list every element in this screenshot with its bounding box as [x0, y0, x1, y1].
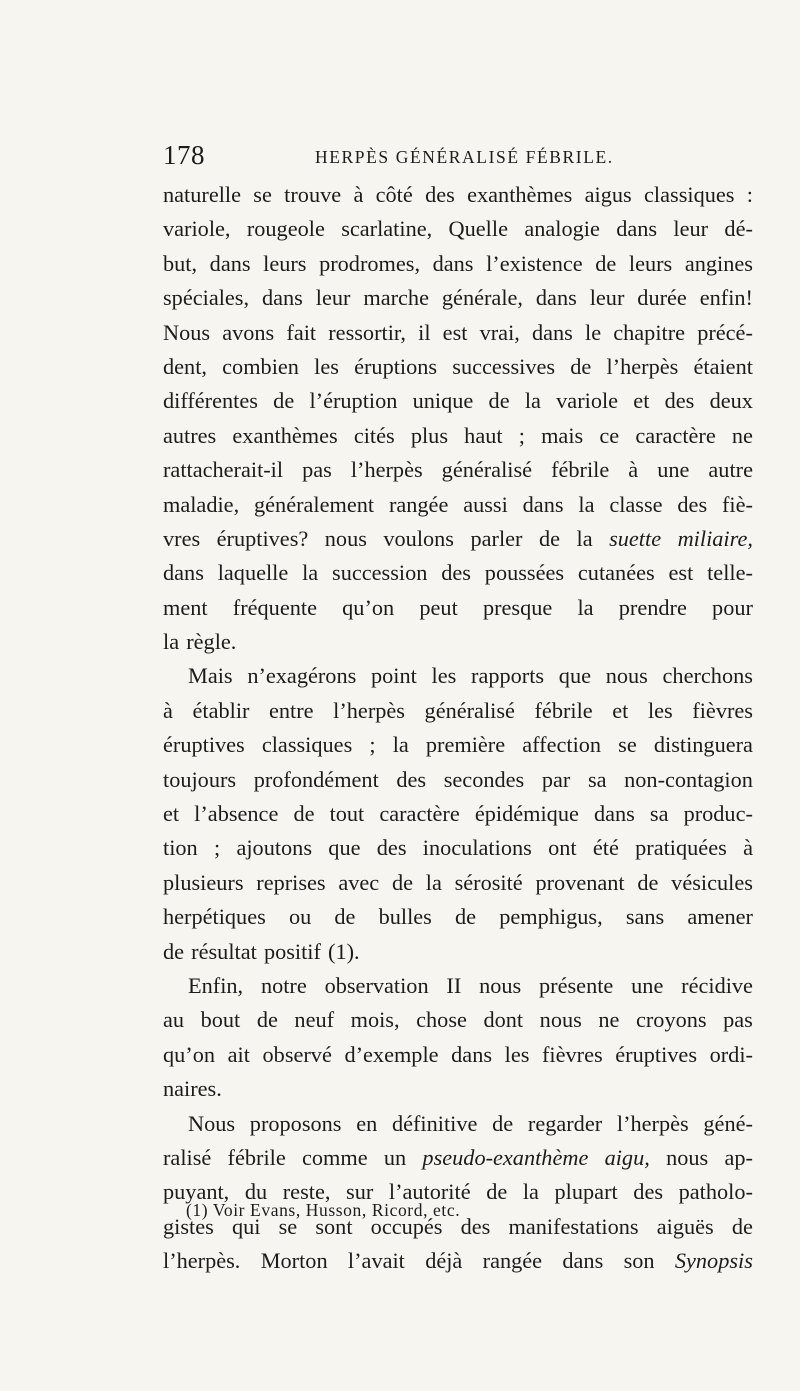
body-text: [163, 178, 753, 1279]
word: sa: [587, 766, 607, 792]
word: Quelle: [448, 216, 508, 242]
word: généralisé: [424, 697, 515, 723]
word: ajoutons: [236, 835, 313, 861]
word: de: [163, 938, 185, 964]
text-line: [163, 831, 753, 865]
word: angines: [684, 250, 753, 276]
text-line: [163, 1003, 753, 1037]
word: Mais: [188, 663, 233, 689]
word: dans: [451, 1041, 493, 1067]
word: analogie: [524, 216, 600, 242]
word: et: [612, 697, 629, 723]
italic-word: Synopsis: [674, 1248, 753, 1274]
word: sur: [346, 1179, 374, 1205]
word: aussi: [463, 491, 508, 517]
word: ou: [288, 904, 312, 930]
text-line: [163, 1072, 753, 1106]
text-line: [163, 419, 753, 453]
word: nous: [605, 663, 648, 689]
word: pemphigus,: [499, 904, 603, 930]
word: chose: [416, 1007, 467, 1033]
word: cutanées: [577, 560, 655, 586]
word: éruptives: [615, 1041, 697, 1067]
word: naires.: [163, 1076, 222, 1102]
word: la: [392, 732, 409, 758]
word: nous: [479, 972, 522, 998]
word: définitive: [391, 1110, 478, 1136]
word: dans: [522, 491, 564, 517]
word: ne: [731, 422, 753, 448]
italic-word: suette: [609, 525, 662, 551]
word: voulons: [383, 525, 454, 551]
word: fébrile: [551, 457, 610, 483]
word: presque: [482, 594, 553, 620]
word: de: [637, 869, 659, 895]
word: les: [314, 353, 339, 379]
word: vres: [163, 525, 201, 551]
word: la: [425, 869, 442, 895]
word: avec: [338, 869, 380, 895]
word: les: [504, 1041, 530, 1067]
word: leur: [315, 285, 351, 311]
word: parler: [470, 525, 523, 551]
word: des: [376, 835, 407, 861]
word: l’herpès.: [163, 1248, 241, 1274]
word: vrai,: [479, 319, 520, 345]
word: établir: [192, 697, 250, 723]
word: classiques: [261, 732, 353, 758]
word: une: [631, 972, 664, 998]
word: maladie,: [163, 491, 240, 517]
text-line: [163, 694, 753, 728]
word: et: [633, 388, 650, 414]
word: fébrile: [227, 1144, 286, 1170]
word: épidémique: [474, 801, 579, 827]
word: rougeole: [246, 216, 325, 242]
word: l’éruption: [309, 388, 398, 414]
word: ordi-: [709, 1041, 753, 1067]
word: dans: [163, 560, 204, 586]
word: qu’on: [163, 1041, 216, 1067]
text-line: [163, 1038, 753, 1072]
word: se: [278, 1213, 298, 1239]
word: de: [455, 904, 477, 930]
text-line: [163, 900, 753, 934]
word: point: [370, 663, 417, 689]
text-line: [163, 247, 753, 281]
word: plus: [410, 422, 449, 448]
word: première: [425, 732, 506, 758]
word: de: [256, 1007, 278, 1033]
word: croyons: [635, 1007, 707, 1033]
word: que: [328, 835, 361, 861]
word: dont: [483, 1007, 524, 1033]
word: n’exagérons: [247, 663, 357, 689]
word: le: [585, 319, 602, 345]
word: la: [576, 525, 593, 551]
word: des: [664, 388, 695, 414]
word: les: [647, 697, 673, 723]
word: caractère: [379, 801, 460, 827]
word: par: [541, 766, 571, 792]
word: variole: [556, 388, 619, 414]
word: ;: [213, 835, 221, 861]
word: des: [425, 182, 455, 207]
text-line: [163, 1107, 753, 1141]
word: peut: [419, 594, 458, 620]
word: récidive: [681, 972, 753, 998]
text-line: [163, 797, 753, 831]
word: Nous: [163, 319, 211, 345]
word: des: [441, 560, 471, 586]
page-number: 178: [163, 140, 205, 170]
word: sa: [649, 801, 669, 827]
word: observation: [324, 972, 429, 998]
word: l’absence: [194, 801, 279, 827]
word: observé: [262, 1041, 332, 1067]
word: Nous: [188, 1110, 236, 1136]
word: leur: [673, 216, 709, 242]
word: l’herpès: [606, 353, 679, 379]
word: autre: [708, 457, 753, 483]
word: la: [577, 594, 594, 620]
word: au: [163, 1007, 185, 1033]
page-header: [163, 140, 753, 174]
word: ont: [548, 835, 577, 861]
word: nous: [539, 1007, 582, 1033]
word: ap-: [724, 1144, 753, 1170]
word: herpétiques: [163, 904, 266, 930]
word: dans: [535, 285, 577, 311]
word: à: [163, 697, 173, 723]
text-line: [163, 212, 753, 246]
word: de: [595, 250, 617, 276]
word: mais: [541, 422, 584, 448]
word: enfin!: [699, 285, 753, 311]
word: pas: [302, 457, 332, 483]
word: prendre: [618, 594, 687, 620]
text-line: [163, 453, 753, 487]
word: à: [628, 457, 639, 483]
word: gistes: [163, 1213, 214, 1239]
word: pas: [723, 1007, 753, 1033]
word: ralisé: [163, 1144, 212, 1170]
word: exanthèmes: [232, 422, 338, 448]
word: positif: [263, 938, 321, 964]
word: classiques: [644, 182, 735, 207]
word: de: [273, 388, 295, 414]
word: entre: [269, 697, 314, 723]
word: des: [460, 1213, 491, 1239]
word: spéciales,: [163, 285, 250, 311]
word: les: [431, 663, 457, 689]
word: est: [668, 560, 694, 586]
text-line: [163, 969, 753, 1003]
word: en: [356, 1110, 378, 1136]
text-line: [163, 935, 753, 969]
word: règle.: [186, 629, 237, 655]
word: son: [623, 1248, 655, 1274]
text-line: [163, 625, 753, 659]
word: reprises: [256, 869, 326, 895]
word: ait: [227, 1041, 250, 1067]
word: autres: [163, 422, 217, 448]
word: dans: [432, 250, 474, 276]
word: classe: [609, 491, 663, 517]
text-line: [163, 763, 753, 797]
word: ;: [369, 732, 376, 758]
word: tout: [329, 801, 365, 827]
word: poussées: [484, 560, 565, 586]
word: aigus: [584, 182, 632, 207]
word: l’herpès: [616, 1110, 689, 1136]
word: chapitre: [613, 319, 686, 345]
word: éruptives?: [216, 525, 309, 551]
word: successives: [452, 353, 556, 379]
word: une: [657, 457, 690, 483]
word: l’existence: [486, 250, 583, 276]
word: fièvres: [692, 697, 753, 723]
word: leurs: [263, 250, 307, 276]
word: profondément: [253, 766, 379, 792]
word: aiguës: [656, 1213, 714, 1239]
word: généralement: [254, 491, 375, 517]
word: éruptives: [163, 732, 245, 758]
text-line: [163, 281, 753, 315]
word: des: [677, 491, 708, 517]
word: de: [570, 353, 592, 379]
word: variole,: [163, 216, 231, 242]
word: trouve: [284, 182, 342, 207]
word: scarlatine,: [341, 216, 433, 242]
text-line: [163, 728, 753, 762]
word: unique: [412, 388, 474, 414]
word: pratiquées: [635, 835, 727, 861]
word: qui: [231, 1213, 261, 1239]
word: sérosité: [454, 869, 523, 895]
word: :: [746, 182, 753, 207]
word: tion: [163, 835, 198, 861]
word: un: [383, 1144, 407, 1170]
word: d’exemple: [344, 1041, 439, 1067]
word: leurs: [628, 250, 673, 276]
word: l’herpès: [350, 457, 423, 483]
word: notre: [260, 972, 307, 998]
word: la: [524, 388, 541, 414]
word: provenant: [535, 869, 625, 895]
word: étaient: [693, 353, 753, 379]
word: nous: [666, 1144, 709, 1170]
word: telle-: [707, 560, 753, 586]
word: éruptions: [354, 353, 438, 379]
word: avons: [222, 319, 275, 345]
word: fréquente: [232, 594, 317, 620]
word: exanthèmes: [467, 182, 573, 207]
word: présente: [539, 972, 614, 998]
word: manifestations: [508, 1213, 639, 1239]
word: résultat: [191, 938, 257, 964]
word: occupés: [370, 1213, 443, 1239]
text-line: [163, 316, 753, 350]
word: non-contagion: [624, 766, 753, 792]
word: que: [558, 663, 591, 689]
word: se: [618, 732, 637, 758]
word: différentes: [163, 388, 258, 414]
italic-word: miliaire,: [677, 525, 753, 551]
word: il: [418, 319, 431, 345]
word: de: [488, 388, 510, 414]
text-line: [163, 384, 753, 418]
word: fait: [286, 319, 317, 345]
word: Enfin,: [188, 972, 244, 998]
italic-word: pseudo-exanthème: [422, 1144, 589, 1170]
word: côté: [375, 182, 413, 207]
word: de: [492, 1110, 514, 1136]
word: combien: [222, 353, 299, 379]
word: plupart: [554, 1179, 618, 1205]
word: dans: [616, 216, 658, 242]
word: leur: [589, 285, 625, 311]
word: distinguera: [653, 732, 753, 758]
word: se: [253, 182, 272, 207]
word: nous: [324, 525, 367, 551]
word: dans: [209, 250, 251, 276]
text-line: [163, 866, 753, 900]
text-line: [163, 488, 753, 522]
text-line: [163, 556, 753, 590]
word: des: [633, 1179, 664, 1205]
word: dent,: [163, 353, 207, 379]
word: de: [293, 801, 315, 827]
word: géné-: [703, 1110, 753, 1136]
word: sont: [315, 1213, 353, 1239]
footnote: (1) Voir Evans, Husson, Ricord, etc.: [186, 1200, 461, 1220]
word: la: [302, 560, 319, 586]
word: proposons: [249, 1110, 342, 1136]
word: puyant,: [163, 1179, 230, 1205]
word: fébrile: [534, 697, 593, 723]
word: regarder: [527, 1110, 603, 1136]
word: neuf: [294, 1007, 335, 1033]
word: deux: [709, 388, 753, 414]
word: fiè-: [721, 491, 753, 517]
word: générale,: [441, 285, 523, 311]
word: ment: [163, 594, 208, 620]
word: cherchons: [662, 663, 753, 689]
word: de: [538, 525, 561, 551]
text-line: [163, 350, 753, 384]
word: déjà: [425, 1248, 463, 1274]
word: II: [446, 972, 462, 998]
word: amener: [687, 904, 753, 930]
word: la: [522, 1179, 539, 1205]
text-line: [163, 522, 753, 556]
word: toujours: [163, 766, 237, 792]
word: cités: [353, 422, 395, 448]
word: été: [592, 835, 619, 861]
word: à: [353, 182, 364, 207]
word: marche: [363, 285, 429, 311]
word: du: [244, 1179, 268, 1205]
word: mois,: [350, 1007, 400, 1033]
word: caractère: [635, 422, 716, 448]
word: naturelle: [163, 182, 241, 207]
word: Morton: [260, 1248, 328, 1274]
word: de: [334, 904, 356, 930]
word: et: [163, 801, 180, 827]
word: généralisé: [441, 457, 533, 483]
word: bout: [200, 1007, 241, 1033]
word: à: [743, 835, 753, 861]
word: est: [442, 319, 468, 345]
word: patholo-: [678, 1179, 753, 1205]
word: rangée: [388, 491, 449, 517]
text-line: [163, 1141, 753, 1175]
word: rapports: [471, 663, 545, 689]
word: l’herpès: [333, 697, 405, 723]
text-line: [163, 178, 753, 212]
word: ne: [598, 1007, 620, 1033]
word: haut: [464, 422, 503, 448]
running-head: HERPÈS GÉNÉRALISÉ FÉBRILE.: [315, 147, 614, 167]
word: inoculations: [422, 835, 532, 861]
word: l’avait: [347, 1248, 405, 1274]
word: sans: [625, 904, 665, 930]
word: ;: [518, 422, 525, 448]
word: qu’on: [342, 594, 395, 620]
word: vésicules: [671, 869, 753, 895]
word: rattacherait-il: [163, 457, 284, 483]
word: la: [578, 491, 595, 517]
word: fièvres: [542, 1041, 603, 1067]
word: de: [486, 1179, 508, 1205]
word: (1).: [328, 938, 360, 964]
word: affection: [522, 732, 602, 758]
word: ce: [599, 422, 620, 448]
word: la: [163, 629, 180, 655]
word: prodromes,: [319, 250, 421, 276]
word: dans: [562, 1248, 604, 1274]
text-line: [163, 1244, 753, 1278]
word: ressortir,: [328, 319, 406, 345]
text-line: [163, 659, 753, 693]
word: plusieurs: [163, 869, 244, 895]
word: durée: [637, 285, 687, 311]
word: succession: [332, 560, 428, 586]
text-line: [163, 591, 753, 625]
word: pour: [712, 594, 753, 620]
word: but,: [163, 250, 198, 276]
word: dé-: [724, 216, 753, 242]
word: rangée: [482, 1248, 543, 1274]
word: de: [731, 1213, 753, 1239]
word: reste,: [282, 1179, 331, 1205]
word: comme: [301, 1144, 368, 1170]
word: secondes: [443, 766, 525, 792]
word: dans: [531, 319, 573, 345]
word: de: [391, 869, 413, 895]
word: dans: [261, 285, 303, 311]
italic-word: aigu,: [604, 1144, 650, 1170]
word: laquelle: [217, 560, 289, 586]
word: l’autorité: [388, 1179, 471, 1205]
word: précé-: [697, 319, 753, 345]
word: dans: [593, 801, 635, 827]
word: produc-: [683, 801, 753, 827]
word: bulles: [378, 904, 432, 930]
word: des: [396, 766, 427, 792]
